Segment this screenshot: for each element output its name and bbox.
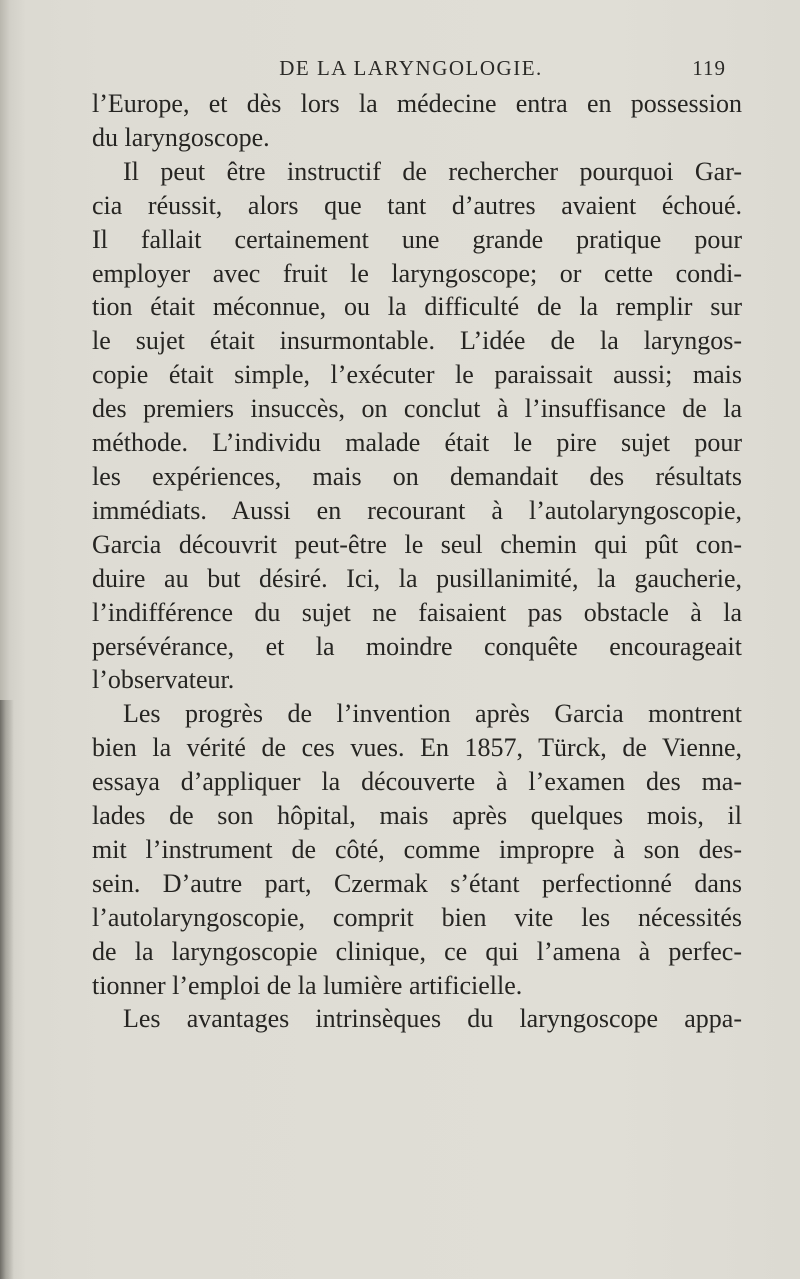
text-line: Il fallait certainement une grande pratique pour <box>92 224 742 254</box>
text-line: Les progrès de l’invention après Garcia montrent <box>123 699 742 729</box>
text-line: lades de son hôpital, mais après quelques mois, il <box>92 801 742 831</box>
text-line: Il peut être instructif de rechercher pourquoi Gar- <box>123 156 742 186</box>
text-line: essaya d’appliquer la découverte à l’examen des ma- <box>92 767 742 797</box>
text-line: Garcia découvrit peut-être le seul chemin qui pût con- <box>92 529 742 559</box>
text-line: sein. D’autre part, Czermak s’étant perfectionné dans <box>92 868 742 898</box>
binding-shadow <box>0 700 14 1279</box>
text-line: l’indifférence du sujet ne faisaient pas obstacle à la <box>92 597 742 627</box>
text-line: immédiats. Aussi en recourant à l’autolaryngoscopie, <box>92 495 742 525</box>
text-line: méthode. L’individu malade était le pire sujet pour <box>92 428 742 458</box>
text-line: employer avec fruit le laryngoscope; or cette condi- <box>92 258 742 288</box>
text-line: tion était méconnue, ou la difficulté de la remplir sur <box>92 292 742 322</box>
text-line: bien la vérité de ces vues. En 1857, Türck, de Vienne, <box>92 733 742 763</box>
text-line: des premiers insuccès, on conclut à l’insuffisance de la <box>92 394 742 424</box>
text-line: l’autolaryngoscopie, comprit bien vite les nécessités <box>92 902 742 932</box>
running-head-title: DE LA LARYNGOLOGIE. <box>279 56 543 80</box>
text-line: tionner l’emploi de la lumière artificielle. <box>92 970 523 1000</box>
text-line: les expériences, mais on demandait des résultats <box>92 461 742 491</box>
text-line: persévérance, et la moindre conquête encourageait <box>92 631 742 661</box>
text-line: le sujet était insurmontable. L’idée de la laryngos- <box>92 326 742 356</box>
running-head <box>96 56 726 88</box>
text-line: du laryngoscope. <box>92 122 270 152</box>
text-line: mit l’instrument de côté, comme impropre à son des- <box>92 834 742 864</box>
body-text <box>92 87 742 1036</box>
text-line: l’observateur. <box>92 665 235 695</box>
text-line: duire au but désiré. Ici, la pusillanimité, la gaucherie, <box>92 563 742 593</box>
text-line: cia réussit, alors que tant d’autres avaient échoué. <box>92 190 742 220</box>
text-line: copie était simple, l’exécuter le paraissait aussi; mais <box>92 360 742 390</box>
text-line: Les avantages intrinsèques du laryngoscope appa- <box>123 1004 742 1034</box>
text-line: de la laryngoscopie clinique, ce qui l’amena à perfec- <box>92 936 742 966</box>
text-line: l’Europe, et dès lors la médecine entra en possession <box>92 89 742 118</box>
page-number: 119 <box>692 56 726 80</box>
